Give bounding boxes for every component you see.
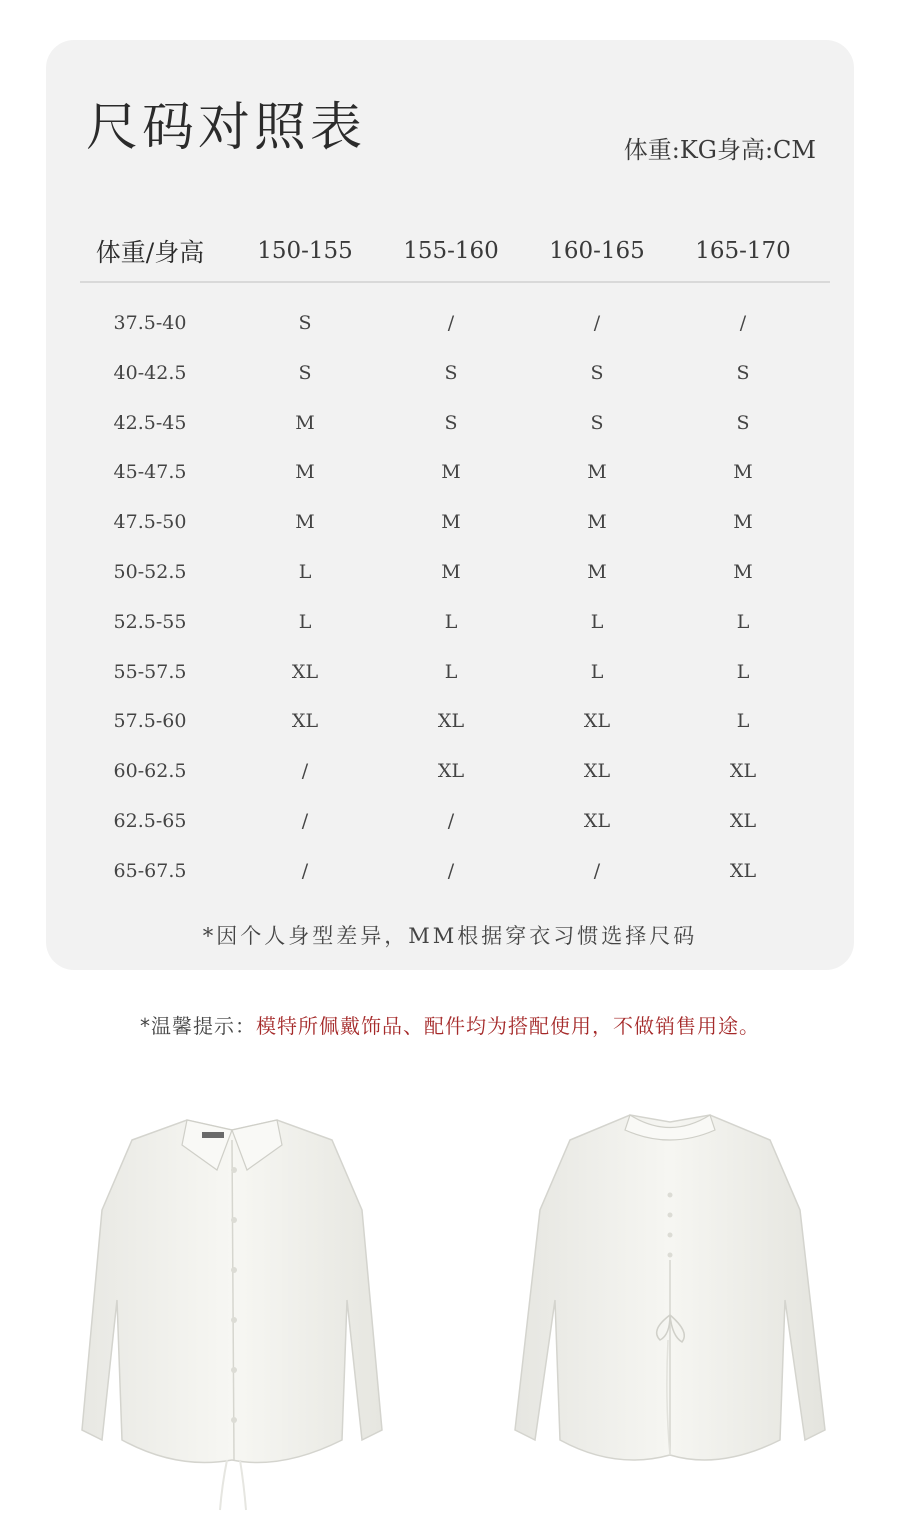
table-row — [80, 758, 830, 788]
size-cell: L — [736, 660, 750, 683]
shirt-front-image — [62, 1100, 402, 1520]
fit-note: *因个人身型差异，MM根据穿衣习惯选择尺码 — [202, 924, 698, 948]
table-row — [80, 609, 830, 639]
weight-range-cell: 57.5-60 — [113, 710, 187, 733]
size-cell: M — [441, 461, 461, 484]
table-row — [80, 310, 830, 340]
size-cell: M — [441, 511, 461, 534]
header-col-3: 160-165 — [549, 238, 645, 264]
size-chart-card — [46, 40, 854, 970]
size-cell: / — [739, 312, 747, 334]
size-cell: S — [590, 361, 604, 384]
size-cell: M — [295, 461, 315, 484]
table-row — [80, 559, 830, 589]
size-cell: XL — [583, 760, 611, 783]
header-divider — [80, 281, 830, 283]
table-row — [80, 459, 830, 489]
reminder-message: 模特所佩戴饰品、配件均为搭配使用，不做销售用途。 — [256, 1014, 760, 1038]
header-col-2: 155-160 — [403, 238, 499, 264]
size-cell: XL — [437, 710, 465, 733]
size-cell: / — [593, 312, 601, 334]
size-cell: L — [298, 610, 312, 633]
reminder — [0, 1010, 900, 1039]
size-cell: / — [301, 760, 309, 783]
table-row — [80, 410, 830, 440]
weight-range-cell: 42.5-45 — [113, 411, 187, 434]
weight-range-cell: 62.5-65 — [113, 810, 187, 832]
size-cell: XL — [291, 660, 319, 683]
size-cell: XL — [729, 760, 757, 783]
size-cell: L — [736, 610, 750, 633]
size-cell: S — [736, 411, 750, 434]
size-cell: M — [733, 461, 753, 484]
size-cell: M — [733, 511, 753, 534]
size-cell: S — [298, 361, 312, 384]
size-cell: M — [587, 511, 607, 534]
size-cell: S — [736, 361, 750, 384]
weight-range-cell: 65-67.5 — [113, 859, 187, 882]
size-cell: L — [444, 610, 458, 633]
table-row — [80, 708, 830, 738]
size-cell: M — [733, 561, 753, 583]
size-cell: L — [736, 710, 750, 733]
size-cell: XL — [583, 710, 611, 733]
size-cell: S — [444, 361, 458, 384]
unit-label: 体重:KG身高:CM — [623, 136, 816, 164]
weight-range-cell: 40-42.5 — [113, 361, 187, 384]
size-cell: XL — [729, 859, 757, 882]
weight-range-cell: 37.5-40 — [113, 312, 187, 334]
table-row — [80, 360, 830, 390]
size-cell: M — [295, 411, 315, 434]
size-cell: / — [447, 859, 455, 882]
table-row — [80, 858, 830, 888]
size-cell: L — [590, 660, 604, 683]
weight-range-cell: 55-57.5 — [113, 660, 187, 683]
size-cell: XL — [437, 760, 465, 783]
size-cell: L — [590, 610, 604, 633]
size-cell: S — [444, 411, 458, 434]
table-row — [80, 808, 830, 838]
size-cell: XL — [583, 810, 611, 832]
size-cell: / — [301, 810, 309, 832]
size-cell: M — [587, 461, 607, 484]
weight-range-cell: 45-47.5 — [113, 461, 187, 484]
header-col-1: 150-155 — [257, 238, 353, 264]
size-cell: XL — [291, 710, 319, 733]
size-cell: / — [301, 859, 309, 882]
weight-range-cell: 52.5-55 — [113, 610, 187, 633]
weight-range-cell: 47.5-50 — [113, 511, 187, 534]
table-row — [80, 659, 830, 689]
size-cell: S — [298, 312, 312, 334]
size-cell: / — [447, 810, 455, 832]
weight-range-cell: 60-62.5 — [113, 760, 187, 783]
table-header — [80, 232, 830, 272]
size-cell: M — [295, 511, 315, 534]
reminder-prefix: *温馨提示： — [140, 1014, 256, 1038]
page-title: 尺码对照表 — [86, 98, 367, 158]
size-cell: M — [587, 561, 607, 583]
shirt-back-image — [500, 1100, 840, 1520]
size-cell: S — [590, 411, 604, 434]
weight-range-cell: 50-52.5 — [113, 561, 187, 583]
header-weight-height: 体重/身高 — [95, 238, 205, 267]
size-cell: L — [444, 660, 458, 683]
size-cell: / — [447, 312, 455, 334]
size-cell: / — [593, 859, 601, 882]
size-cell: XL — [729, 810, 757, 832]
header-col-4: 165-170 — [695, 238, 791, 264]
size-cell: M — [441, 561, 461, 583]
size-cell: L — [298, 561, 312, 583]
table-row — [80, 509, 830, 539]
